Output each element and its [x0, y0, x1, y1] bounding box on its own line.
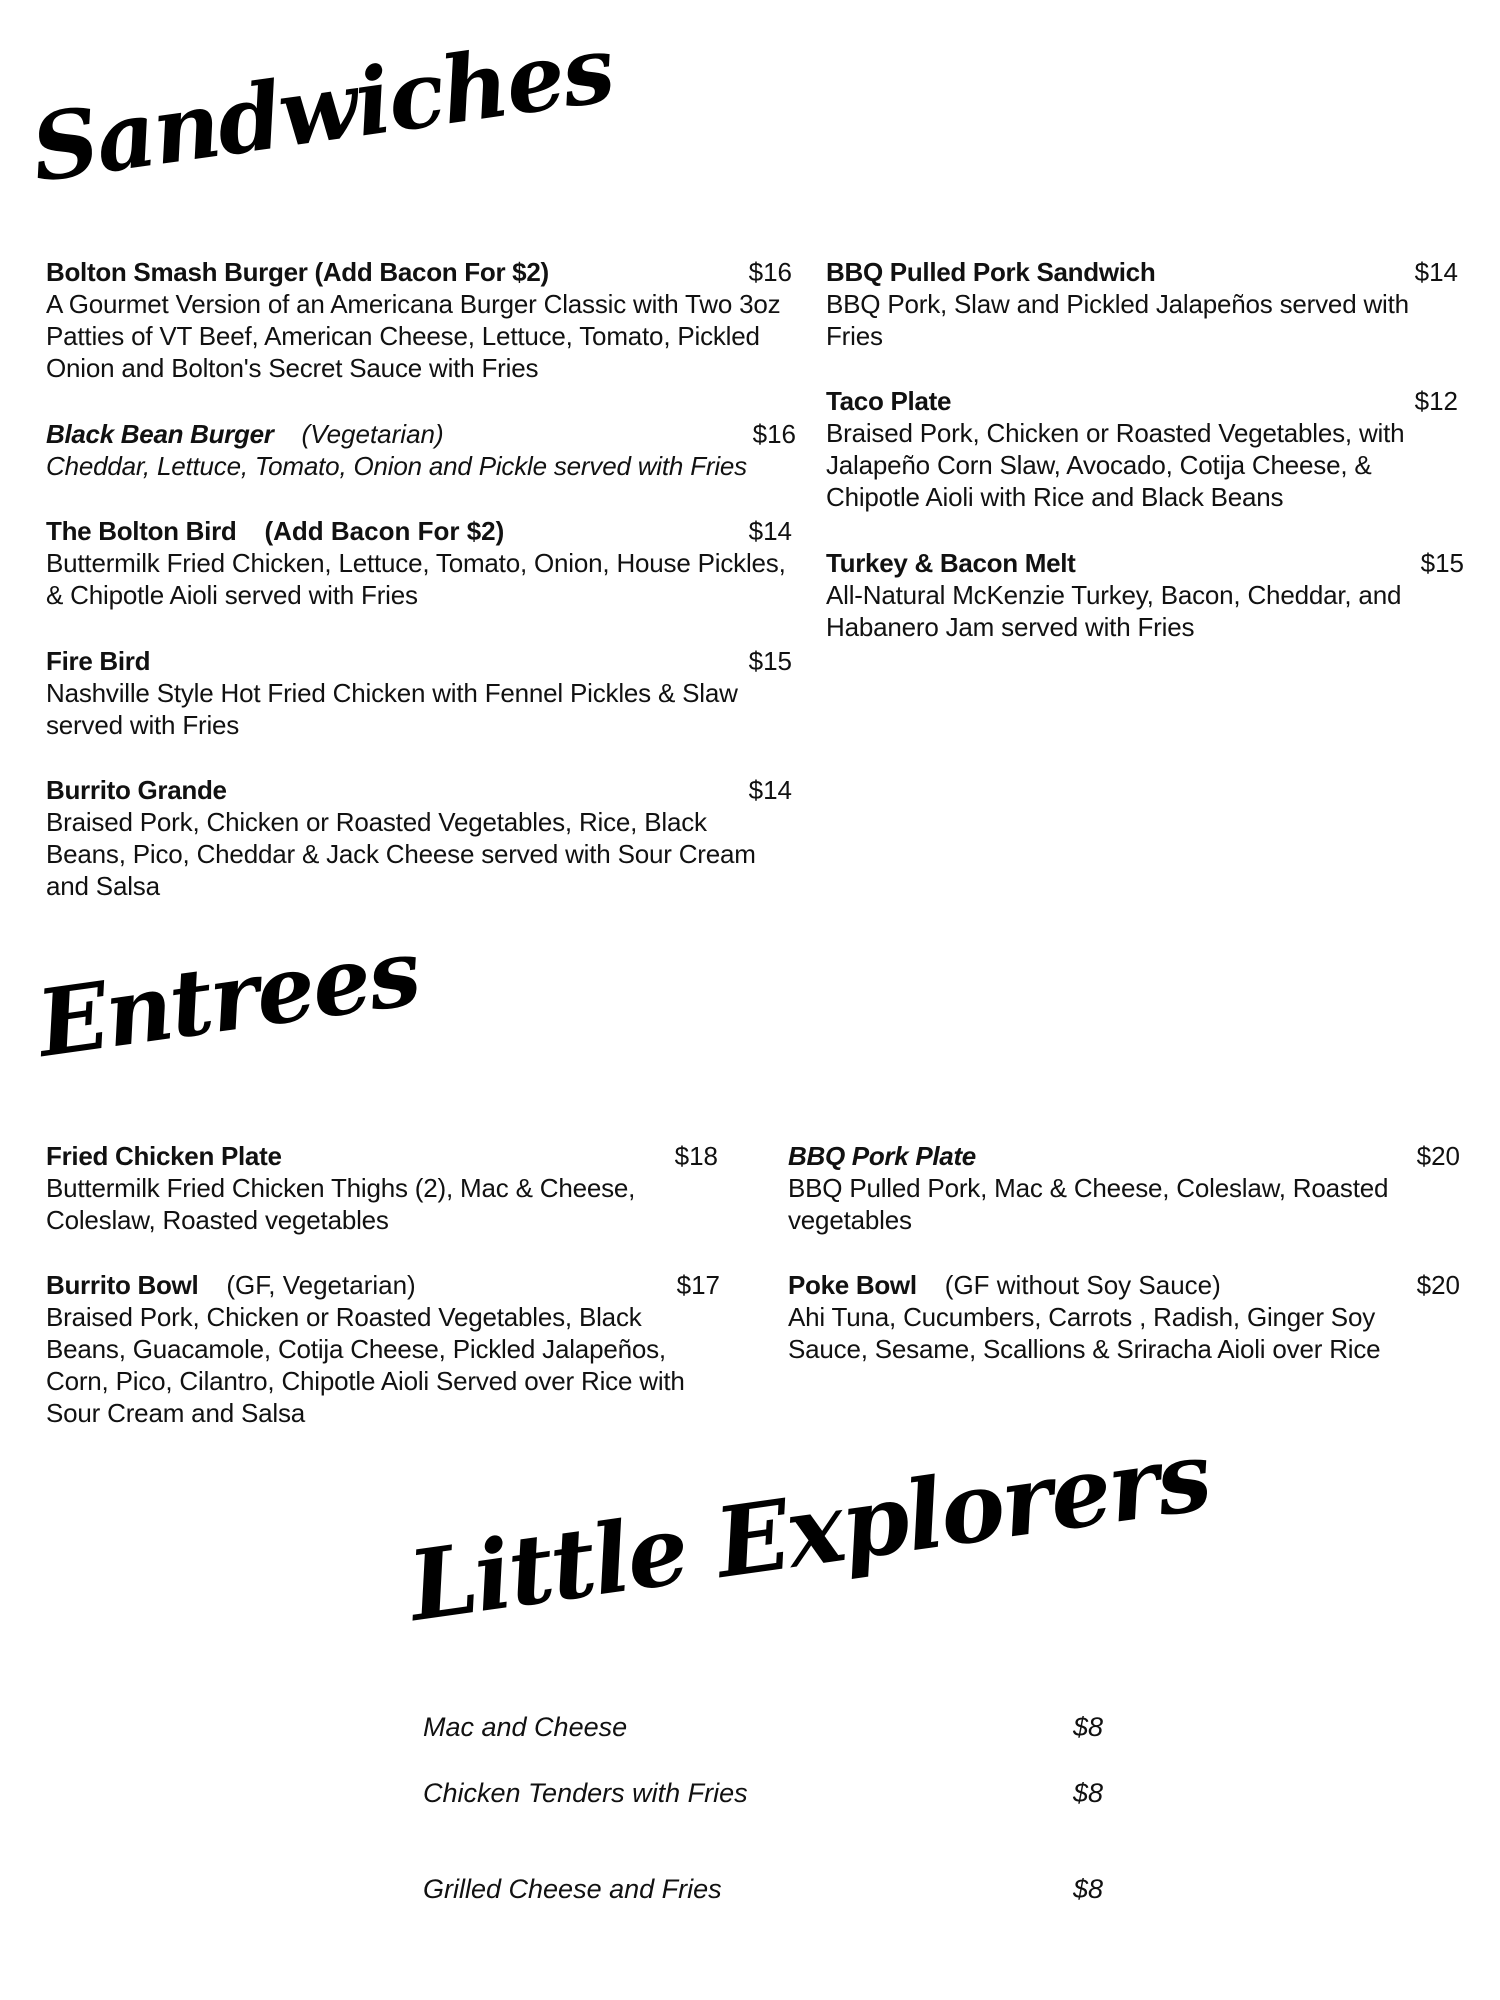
item-price: $14: [748, 775, 792, 805]
menu-item-turkey-bacon-melt: [826, 547, 1464, 643]
item-name: Grilled Cheese and Fries: [423, 1874, 722, 1904]
menu-item-the-bolton-bird: [46, 515, 792, 611]
item-name: Mac and Cheese: [423, 1712, 628, 1742]
item-price: $14: [1414, 257, 1458, 287]
item-price: $20: [1416, 1141, 1460, 1171]
item-name: Burrito Bowl: [46, 1270, 199, 1300]
item-description: BBQ Pork, Slaw and Pickled Jalapeños served with Fries: [826, 289, 1409, 351]
item-name: Chicken Tenders with Fries: [423, 1778, 748, 1808]
menu-item-burrito-grande: [46, 774, 792, 902]
menu-item-fire-bird: [46, 645, 806, 741]
item-price: $8: [1072, 1778, 1103, 1808]
item-name: The Bolton Bird: [46, 516, 237, 546]
menu-item-bbq-pulled-pork-sandwich: [826, 256, 1458, 352]
item-name: BBQ Pork Plate: [788, 1141, 976, 1171]
kids-item-grilled-cheese: [423, 1874, 1103, 1905]
sandwiches-heading: Sandwiches: [24, 14, 619, 204]
item-name: Black Bean Burger: [46, 419, 274, 449]
kids-item-mac-and-cheese: [423, 1712, 1103, 1743]
menu-item-bolton-smash-burger: [46, 256, 792, 384]
menu-item-bbq-pork-plate: [788, 1140, 1460, 1236]
item-description: Braised Pork, Chicken or Roasted Vegetables, Rice, Black Beans, Pico, Cheddar & Jack Cheese served with Sour Cream and Salsa: [46, 807, 756, 901]
item-name: Fire Bird: [46, 646, 151, 676]
item-description: Cheddar, Lettuce, Tomato, Onion and Pickle served with Fries: [46, 451, 747, 481]
item-description: BBQ Pulled Pork, Mac & Cheese, Coleslaw, Roasted vegetables: [788, 1173, 1389, 1235]
menu-item-poke-bowl: [788, 1269, 1460, 1365]
little-explorers-heading: Little Explorers: [402, 1418, 1217, 1643]
item-note: (Vegetarian): [301, 419, 444, 449]
item-price: $16: [748, 257, 792, 287]
item-description: A Gourmet Version of an Americana Burger Classic with Two 3oz Patties of VT Beef, American Cheese, Lettuce, Tomato, Pickled Onion and Bolton's Secret Sauce with Fries: [46, 289, 781, 383]
item-price: $12: [1414, 386, 1458, 416]
item-price: $15: [1420, 548, 1464, 578]
item-description: Nashville Style Hot Fried Chicken with Fennel Pickles & Slaw served with Fries: [46, 678, 738, 740]
item-price: $16: [752, 419, 796, 449]
item-description: Ahi Tuna, Cucumbers, Carrots , Radish, Ginger Soy Sauce, Sesame, Scallions & Sriracha Aioli over Rice: [788, 1302, 1381, 1364]
item-note: (GF, Vegetarian): [226, 1270, 416, 1300]
kids-item-chicken-tenders: [423, 1778, 1103, 1809]
item-name: Taco Plate: [826, 386, 952, 416]
item-price: $15: [748, 646, 792, 676]
item-description: Buttermilk Fried Chicken, Lettuce, Tomato, Onion, House Pickles, & Chipotle Aioli served with Fries: [46, 548, 786, 610]
item-price: $14: [748, 516, 792, 546]
entrees-heading: Entrees: [30, 917, 426, 1078]
item-note: (Add Bacon For $2): [264, 516, 505, 546]
menu-item-fried-chicken-plate: [46, 1140, 718, 1236]
item-price: $8: [1072, 1712, 1103, 1742]
item-description: Braised Pork, Chicken or Roasted Vegetables, with Jalapeño Corn Slaw, Avocado, Cotija Cheese, & Chipotle Aioli with Rice and Black Beans: [826, 418, 1405, 512]
item-name: Burrito Grande: [46, 775, 227, 805]
item-price: $17: [676, 1270, 720, 1300]
item-description: Buttermilk Fried Chicken Thighs (2), Mac & Cheese, Coleslaw, Roasted vegetables: [46, 1173, 636, 1235]
item-price: $8: [1072, 1874, 1103, 1904]
item-name: Poke Bowl: [788, 1270, 917, 1300]
menu-item-taco-plate: [826, 385, 1458, 513]
menu-item-burrito-bowl: [46, 1269, 720, 1429]
item-price: $20: [1416, 1270, 1460, 1300]
item-name: Bolton Smash Burger (Add Bacon For $2): [46, 257, 549, 287]
item-note: (GF without Soy Sauce): [944, 1270, 1221, 1300]
item-price: $18: [674, 1141, 718, 1171]
item-description: All-Natural McKenzie Turkey, Bacon, Cheddar, and Habanero Jam served with Fries: [826, 580, 1402, 642]
menu-item-black-bean-burger: [46, 418, 796, 482]
item-name: Fried Chicken Plate: [46, 1141, 282, 1171]
item-name: Turkey & Bacon Melt: [826, 548, 1076, 578]
item-description: Braised Pork, Chicken or Roasted Vegetables, Black Beans, Guacamole, Cotija Cheese, Pickled Jalapeños, Corn, Pico, Cilantro, Chipotle Aioli Served over Rice with Sour Cream and Salsa: [46, 1302, 685, 1428]
item-name: BBQ Pulled Pork Sandwich: [826, 257, 1156, 287]
